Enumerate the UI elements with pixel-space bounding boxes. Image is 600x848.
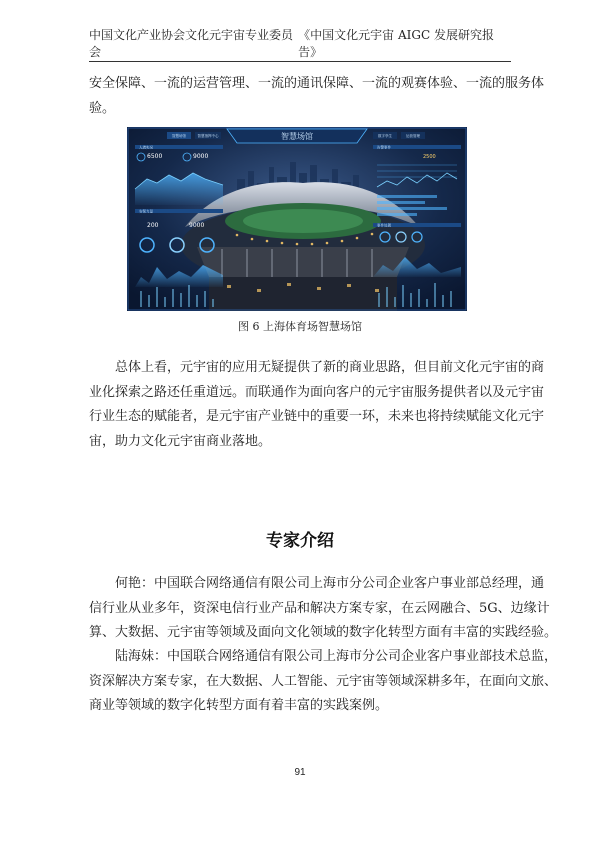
page-number: 91 bbox=[294, 767, 306, 778]
panel-title: 安保力量 bbox=[139, 209, 153, 214]
paragraph-line: 商业等领域的数字化转型方面有着丰富的实践案例。 bbox=[89, 698, 389, 713]
paragraph-line: 陆海妹：中国联合网络通信有限公司上海市分公司企业客户事业部技术总监， bbox=[115, 649, 558, 664]
tab-label: 运营管理 bbox=[406, 134, 420, 138]
expert-bio bbox=[89, 645, 558, 719]
section-title: 专家介绍 bbox=[266, 531, 334, 551]
figure-caption: 图 6 上海体育场智慧场馆 bbox=[238, 320, 362, 333]
stat-value: 200 bbox=[147, 222, 159, 229]
paragraph-line: 算、大数据、元宇宙等领域及面向文化领域的数字化转型方面有丰富的实践经验。 bbox=[89, 625, 558, 640]
header-right: 《中国文化元宇宙 AIGC 发展研究报告》 bbox=[298, 28, 494, 59]
paragraph-line: 业化探索之路还任重道远。而联通作为面向客户的元宇宙服务提供者以及元宇宙 bbox=[89, 384, 545, 400]
paragraph-line: 信行业从业多年，资深电信行业产品和解决方案专家，在云网融合、5G、边缘计 bbox=[89, 600, 550, 616]
tab-label: 数字孪生 bbox=[378, 134, 392, 138]
header-left: 中国文化产业协会文化元宇宙专业委员会 bbox=[89, 28, 294, 59]
paragraph-line: 验。 bbox=[89, 100, 116, 116]
stat-value: 9000 bbox=[193, 153, 209, 160]
paragraph-line: 何艳：中国联合网络通信有限公司上海市分公司企业客户事业部总经理，通 bbox=[115, 576, 545, 591]
header-rule bbox=[89, 61, 511, 62]
tab-label: 智慧指挥中心 bbox=[197, 134, 219, 138]
page-header bbox=[89, 28, 511, 60]
panel-title: 告警事件 bbox=[377, 145, 391, 150]
stat-value: 6500 bbox=[147, 153, 163, 160]
paragraph-line: 资深解决方案专家，在大数据、人工智能、元宇宙等领域深耕多年，在面向文旅、 bbox=[89, 673, 558, 689]
panel-title: 人流实况 bbox=[139, 145, 153, 150]
intro-paragraph bbox=[89, 72, 545, 121]
stadium-dashboard-figure bbox=[127, 127, 467, 311]
paragraph-line: 宙，助力文化元宇宙商业落地。 bbox=[89, 433, 272, 449]
paragraph-line: 总体上看，元宇宙的应用无疑提供了新的商业思路，但目前文化元宇宙的商 bbox=[115, 360, 545, 375]
dashboard-title: 智慧场馆 bbox=[281, 132, 313, 141]
summary-paragraph bbox=[89, 356, 545, 454]
paragraph-line: 行业生态的赋能者，是元宇宙产业链中的重要一环，未来也将持续赋能文化元宇 bbox=[89, 409, 545, 424]
stat-value: 2500 bbox=[423, 154, 436, 160]
panel-title: 事件处置 bbox=[377, 223, 391, 228]
dashboard-image bbox=[127, 127, 467, 311]
paragraph-line: 安全保障、一流的运营管理、一流的通讯保障、一流的观赛体验、一流的服务体 bbox=[89, 76, 545, 91]
stat-value: 9000 bbox=[189, 222, 205, 229]
tab-label: 智慧场馆 bbox=[172, 134, 186, 138]
expert-bio bbox=[89, 572, 558, 646]
